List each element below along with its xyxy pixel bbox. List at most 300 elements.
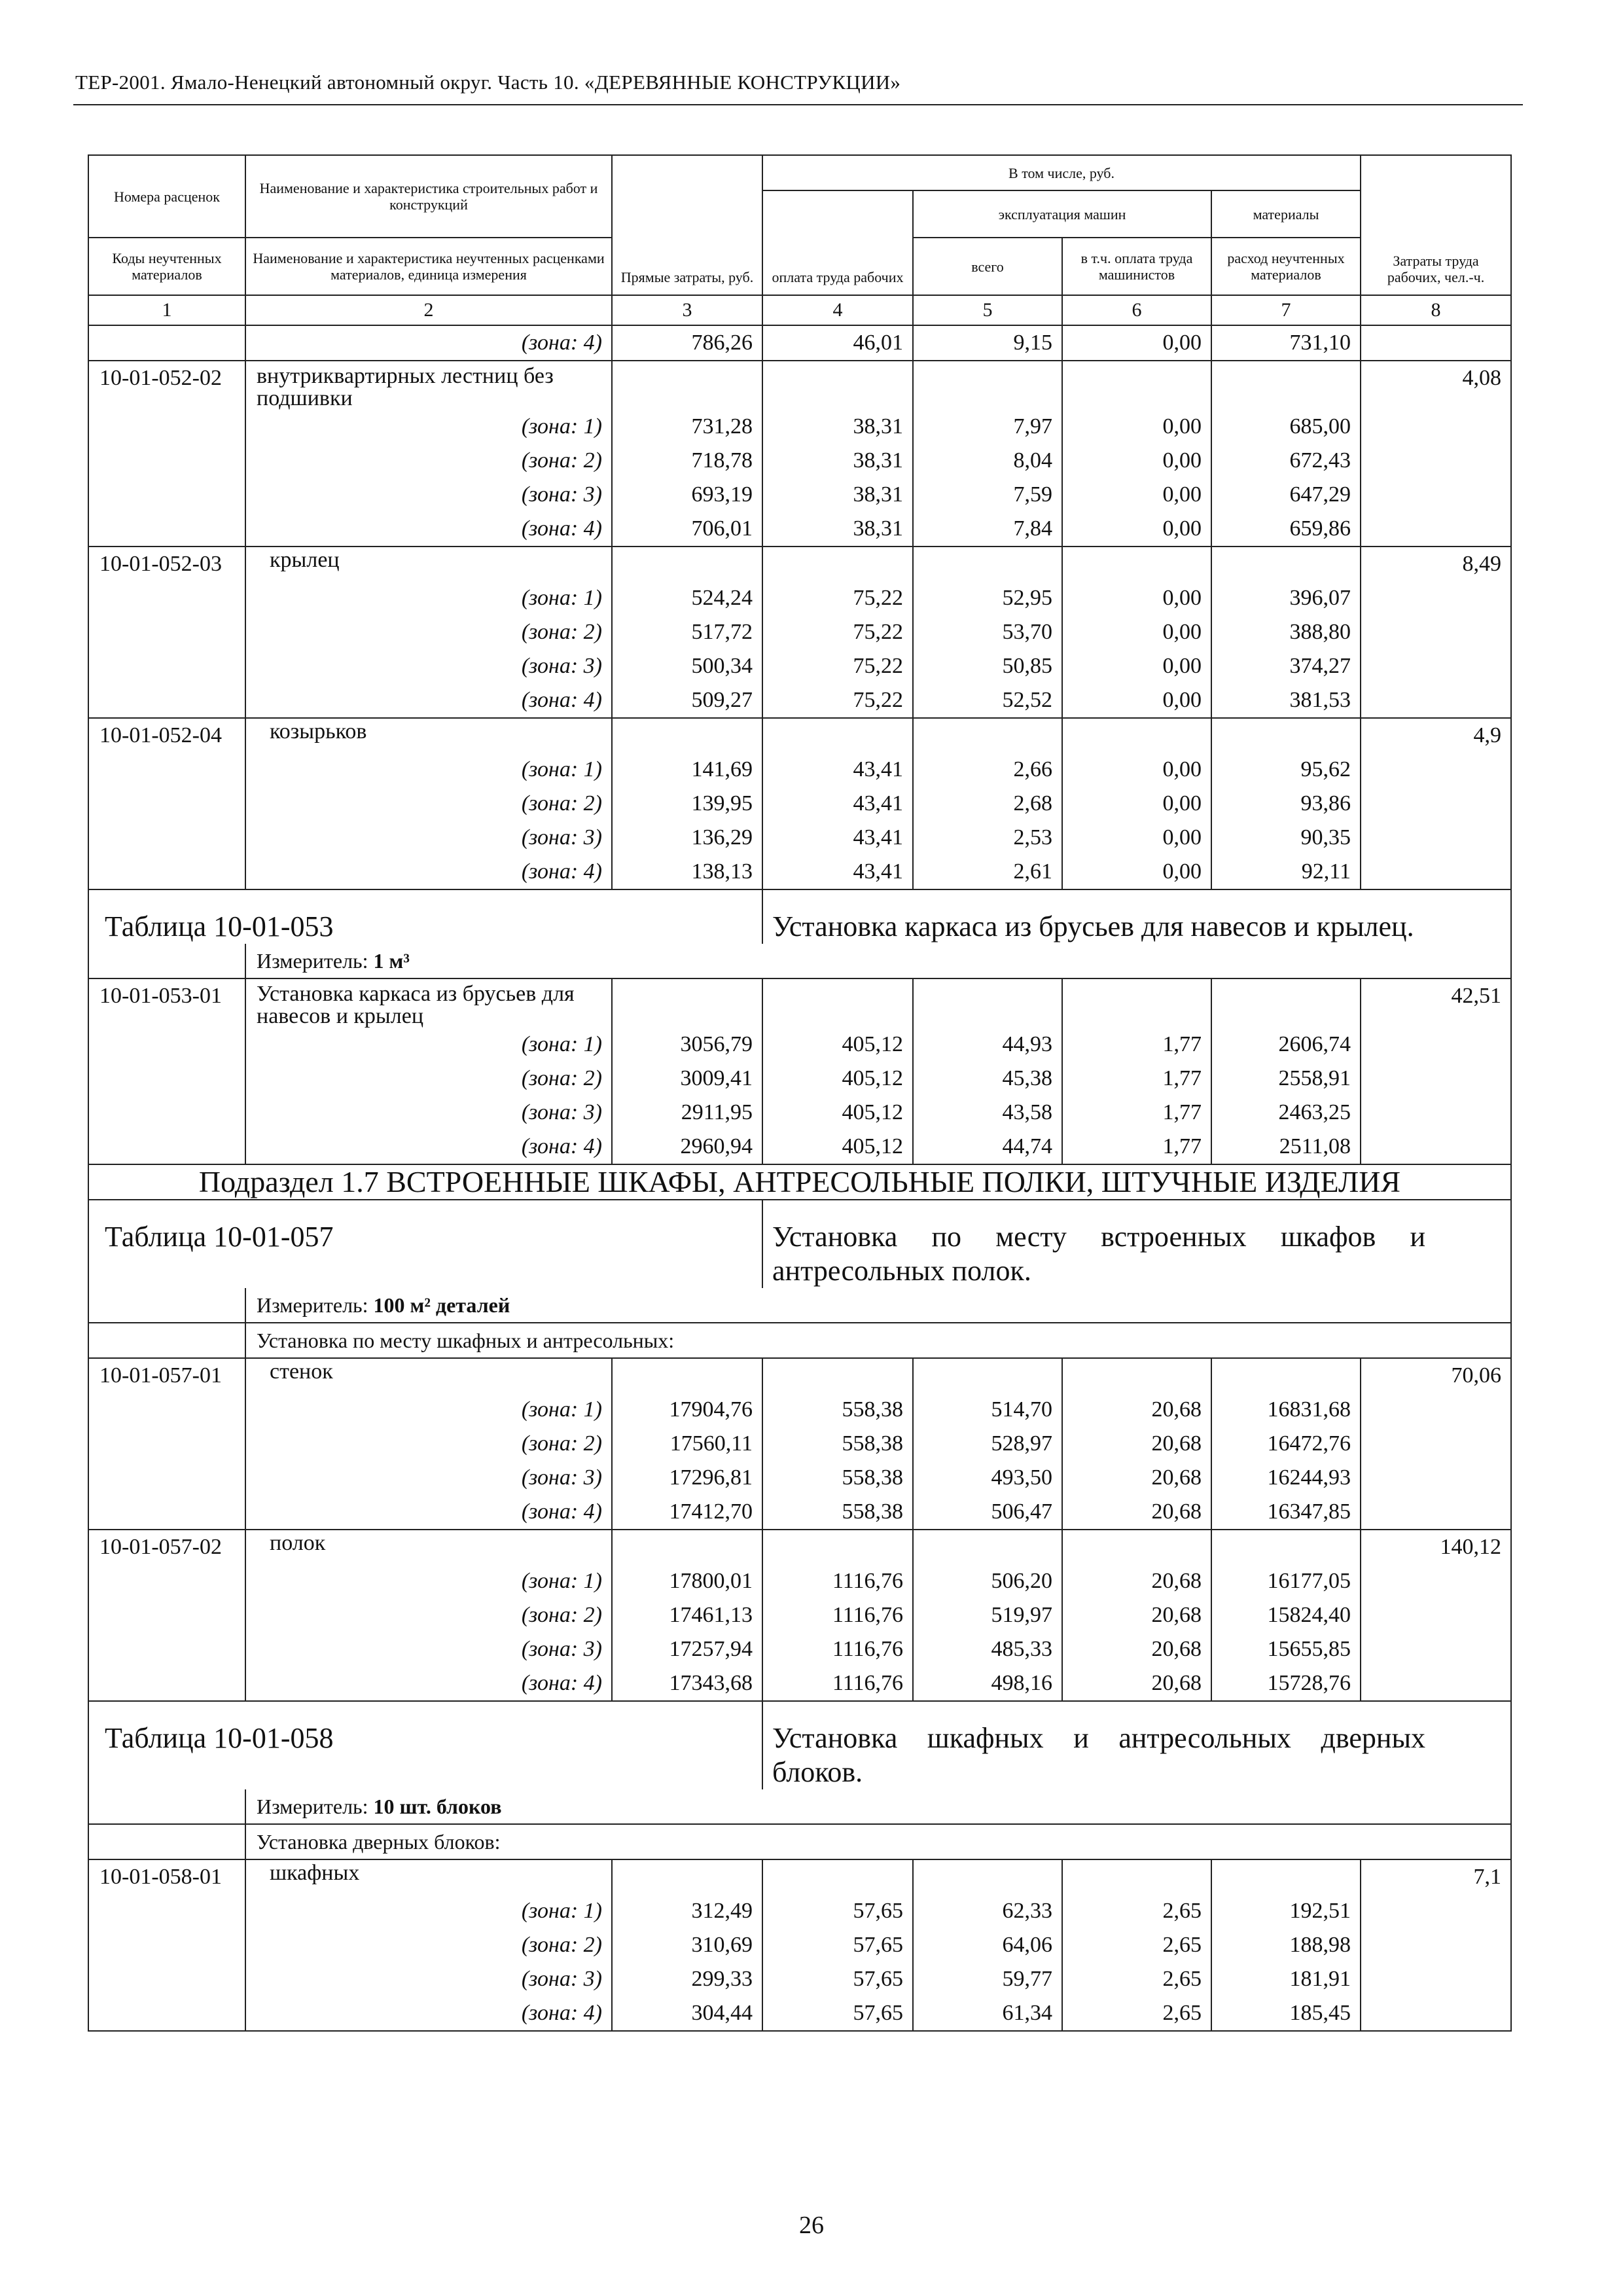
value-cell (1062, 1859, 1211, 1894)
value-cell: 1116,76 (762, 1564, 913, 1598)
table-title-row (88, 1701, 1511, 1789)
value-cell: 53,70 (913, 615, 1062, 649)
value-cell: 693,19 (612, 478, 762, 512)
value-cell (612, 718, 762, 753)
zone-label: (зона: 3) (245, 478, 612, 512)
value-cell: 0,00 (1062, 410, 1211, 444)
rate-row (88, 1859, 1511, 1894)
value-cell: 2,53 (913, 821, 1062, 855)
rate-code-cell (88, 410, 245, 444)
value-cell (913, 361, 1062, 410)
value-cell: 558,38 (762, 1393, 913, 1427)
labor-cell (1361, 1962, 1511, 1996)
value-cell: 46,01 (762, 325, 913, 361)
rate-name: Установка каркаса из брусьев для навесов и крылец (245, 978, 612, 1028)
value-cell: 136,29 (612, 821, 762, 855)
zone-row (88, 1666, 1511, 1701)
value-cell: 0,00 (1062, 787, 1211, 821)
value-cell: 396,07 (1211, 581, 1361, 615)
value-cell: 517,72 (612, 615, 762, 649)
zone-row (88, 1598, 1511, 1632)
value-cell: 16244,93 (1211, 1461, 1361, 1495)
table-title-row (88, 889, 1511, 944)
col-num: 1 (88, 295, 245, 325)
zone-row (88, 512, 1511, 547)
value-cell: 2,65 (1062, 1962, 1211, 1996)
value-cell: 514,70 (913, 1393, 1062, 1427)
zone-row (88, 478, 1511, 512)
col-labor-costs: Затраты труда рабочих, чел.-ч. (1361, 155, 1511, 295)
zone-row (88, 325, 1511, 361)
measure-unit (245, 944, 1511, 978)
value-cell (762, 1358, 913, 1393)
rate-code-cell (88, 1461, 245, 1495)
value-cell (1211, 1358, 1361, 1393)
value-cell: 192,51 (1211, 1894, 1361, 1928)
rate-code-cell (88, 1096, 245, 1130)
labor-cell (1361, 1495, 1511, 1530)
rate-code: 10-01-057-02 (88, 1530, 245, 1564)
value-cell: 61,34 (913, 1996, 1062, 2031)
zone-label: (зона: 2) (245, 1427, 612, 1461)
value-cell: 2558,91 (1211, 1062, 1361, 1096)
value-cell: 17800,01 (612, 1564, 762, 1598)
value-cell: 528,97 (913, 1427, 1062, 1461)
value-cell: 558,38 (762, 1427, 913, 1461)
value-cell (1211, 978, 1361, 1028)
zone-label: (зона: 4) (245, 1495, 612, 1530)
value-cell: 62,33 (913, 1894, 1062, 1928)
value-cell: 0,00 (1062, 325, 1211, 361)
zone-row (88, 1130, 1511, 1164)
value-cell: 381,53 (1211, 683, 1361, 718)
value-cell: 38,31 (762, 444, 913, 478)
spacer (88, 1323, 245, 1358)
measure-value: 10 шт. блоков (373, 1795, 502, 1818)
value-cell: 405,12 (762, 1062, 913, 1096)
value-cell (1062, 547, 1211, 581)
value-cell: 43,41 (762, 753, 913, 787)
rate-code-cell (88, 1495, 245, 1530)
col-material-name: Наименование и характеристика неучтенных расценками материалов, единица измерения (245, 238, 612, 295)
rate-code-cell (88, 1632, 245, 1666)
col-unaccounted-materials: расход неучтенных материалов (1211, 238, 1361, 295)
rate-code: 10-01-052-02 (88, 361, 245, 410)
value-cell (1062, 1358, 1211, 1393)
rate-name: шкафных (245, 1859, 612, 1894)
rate-code-cell (88, 581, 245, 615)
labor-cell (1361, 1632, 1511, 1666)
labor-cell (1361, 855, 1511, 889)
value-cell: 17296,81 (612, 1461, 762, 1495)
zone-label: (зона: 3) (245, 1096, 612, 1130)
value-cell: 2606,74 (1211, 1028, 1361, 1062)
value-cell: 1116,76 (762, 1632, 913, 1666)
page-header: ТЕР-2001. Ямало-Ненецкий автономный округ. Часть 10. «ДЕРЕВЯННЫЕ КОНСТРУКЦИИ» (75, 71, 901, 94)
value-cell: 2911,95 (612, 1096, 762, 1130)
zone-label: (зона: 1) (245, 1393, 612, 1427)
subheading: Установка дверных блоков: (245, 1824, 1511, 1859)
zone-label: (зона: 4) (245, 512, 612, 547)
zone-label: (зона: 2) (245, 1598, 612, 1632)
value-cell: 57,65 (762, 1962, 913, 1996)
measure-label: Измеритель: (257, 1293, 368, 1317)
measure-row (88, 1288, 1511, 1323)
value-cell: 43,58 (913, 1096, 1062, 1130)
col-num: 8 (1361, 295, 1511, 325)
value-cell: 519,97 (913, 1598, 1062, 1632)
zone-row (88, 1962, 1511, 1996)
zone-label: (зона: 1) (245, 410, 612, 444)
zone-label: (зона: 1) (245, 1028, 612, 1062)
value-cell (612, 1530, 762, 1564)
value-cell: 52,52 (913, 683, 1062, 718)
value-cell: 20,68 (1062, 1495, 1211, 1530)
labor-cell (1361, 1130, 1511, 1164)
rate-name: стенок (245, 1358, 612, 1393)
value-cell: 20,68 (1062, 1598, 1211, 1632)
value-cell: 16177,05 (1211, 1564, 1361, 1598)
value-cell: 0,00 (1062, 478, 1211, 512)
value-cell: 2,65 (1062, 1996, 1211, 2031)
value-cell: 1,77 (1062, 1062, 1211, 1096)
zone-row (88, 1393, 1511, 1427)
value-cell: 0,00 (1062, 821, 1211, 855)
zone-row (88, 581, 1511, 615)
value-cell: 2463,25 (1211, 1096, 1361, 1130)
value-cell: 57,65 (762, 1996, 913, 2031)
table-title-row (88, 1200, 1511, 1288)
value-cell: 388,80 (1211, 615, 1361, 649)
value-cell: 16347,85 (1211, 1495, 1361, 1530)
spacer (88, 1288, 245, 1323)
value-cell: 188,98 (1211, 1928, 1361, 1962)
zone-row (88, 1928, 1511, 1962)
value-cell: 498,16 (913, 1666, 1062, 1701)
col-direct-costs: Прямые затраты, руб. (612, 155, 762, 295)
labor-cell (1361, 649, 1511, 683)
value-cell (612, 1859, 762, 1894)
labor-costs-value: 4,08 (1361, 361, 1511, 410)
value-cell: 7,84 (913, 512, 1062, 547)
value-cell: 310,69 (612, 1928, 762, 1962)
rate-row (88, 361, 1511, 410)
value-cell: 38,31 (762, 478, 913, 512)
value-cell: 2,68 (913, 787, 1062, 821)
value-cell: 2960,94 (612, 1130, 762, 1164)
labor-cell (1361, 1427, 1511, 1461)
page-number: 26 (799, 2212, 824, 2239)
zone-label: (зона: 3) (245, 1461, 612, 1495)
subheading: Установка по месту шкафных и антресольных: (245, 1323, 1511, 1358)
col-num: 3 (612, 295, 762, 325)
zone-label: (зона: 4) (245, 325, 612, 361)
spacer (88, 944, 245, 978)
value-cell: 20,68 (1062, 1461, 1211, 1495)
rate-code-cell (88, 787, 245, 821)
zone-row (88, 1062, 1511, 1096)
value-cell: 181,91 (1211, 1962, 1361, 1996)
value-cell: 3056,79 (612, 1028, 762, 1062)
value-cell (913, 718, 1062, 753)
rate-code-cell (88, 1996, 245, 2031)
labor-cell (1361, 1894, 1511, 1928)
value-cell: 2,65 (1062, 1928, 1211, 1962)
value-cell: 731,28 (612, 410, 762, 444)
labor-cell (1361, 615, 1511, 649)
zone-label: (зона: 1) (245, 1894, 612, 1928)
value-cell: 685,00 (1211, 410, 1361, 444)
labor-cell (1361, 478, 1511, 512)
value-cell (1211, 1530, 1361, 1564)
value-cell: 558,38 (762, 1495, 913, 1530)
table-description: Установка шкафных и антресольных дверных блоков. (762, 1701, 1511, 1789)
table-description: Установка каркаса из брусьев для навесов и крылец. (762, 889, 1511, 944)
value-cell (1211, 547, 1361, 581)
value-cell: 2,65 (1062, 1894, 1211, 1928)
value-cell: 57,65 (762, 1894, 913, 1928)
value-cell: 374,27 (1211, 649, 1361, 683)
value-cell: 16831,68 (1211, 1393, 1361, 1427)
table-title: Таблица 10-01-053 (88, 889, 762, 944)
value-cell: 20,68 (1062, 1564, 1211, 1598)
value-cell: 38,31 (762, 410, 913, 444)
rate-row (88, 1530, 1511, 1564)
zone-row (88, 683, 1511, 718)
labor-cell (1361, 1666, 1511, 1701)
zone-label: (зона: 3) (245, 1632, 612, 1666)
rate-code-cell (88, 1028, 245, 1062)
zone-row (88, 1996, 1511, 2031)
section-row (88, 1164, 1511, 1200)
value-cell: 0,00 (1062, 444, 1211, 478)
value-cell (1062, 718, 1211, 753)
zone-row (88, 1427, 1511, 1461)
value-cell: 93,86 (1211, 787, 1361, 821)
value-cell: 59,77 (913, 1962, 1062, 1996)
value-cell: 0,00 (1062, 855, 1211, 889)
value-cell: 17257,94 (612, 1632, 762, 1666)
value-cell: 17412,70 (612, 1495, 762, 1530)
value-cell: 718,78 (612, 444, 762, 478)
value-cell: 0,00 (1062, 683, 1211, 718)
value-cell: 95,62 (1211, 753, 1361, 787)
labor-cell (1361, 512, 1511, 547)
zone-label: (зона: 1) (245, 581, 612, 615)
value-cell: 299,33 (612, 1962, 762, 1996)
zone-row (88, 444, 1511, 478)
value-cell: 786,26 (612, 325, 762, 361)
rate-row (88, 547, 1511, 581)
value-cell: 405,12 (762, 1028, 913, 1062)
rate-name: крылец (245, 547, 612, 581)
value-cell: 1,77 (1062, 1028, 1211, 1062)
rate-code-cell (88, 855, 245, 889)
rate-name: внутриквартирных лестниц без подшивки (245, 361, 612, 410)
rate-code-cell (88, 1564, 245, 1598)
value-cell: 92,11 (1211, 855, 1361, 889)
value-cell: 138,13 (612, 855, 762, 889)
labor-costs-value: 4,9 (1361, 718, 1511, 753)
zone-label: (зона: 2) (245, 615, 612, 649)
rate-code-cell (88, 1928, 245, 1962)
col-labor-pay: оплата труда рабочих (762, 190, 913, 295)
labor-cell (1361, 1028, 1511, 1062)
labor-cell (1361, 1461, 1511, 1495)
zone-label: (зона: 1) (245, 1564, 612, 1598)
rate-code-cell (88, 1598, 245, 1632)
value-cell: 75,22 (762, 581, 913, 615)
table-body (88, 325, 1511, 2031)
labor-cell (1361, 821, 1511, 855)
col-num: 6 (1062, 295, 1211, 325)
rate-code-cell (88, 1962, 245, 1996)
value-cell: 15728,76 (1211, 1666, 1361, 1701)
table-title: Таблица 10-01-057 (88, 1200, 762, 1288)
value-cell: 16472,76 (1211, 1427, 1361, 1461)
value-cell: 0,00 (1062, 615, 1211, 649)
value-cell: 672,43 (1211, 444, 1361, 478)
value-cell: 20,68 (1062, 1393, 1211, 1427)
zone-label: (зона: 1) (245, 753, 612, 787)
value-cell (762, 1859, 913, 1894)
table-header (88, 155, 1511, 325)
rate-code-cell (88, 478, 245, 512)
zone-label: (зона: 2) (245, 787, 612, 821)
rate-code-cell (88, 1427, 245, 1461)
value-cell (612, 361, 762, 410)
col-material-codes: Коды неучтенных материалов (88, 238, 245, 295)
labor-cell (1361, 581, 1511, 615)
value-cell: 405,12 (762, 1130, 913, 1164)
rate-code-cell (88, 753, 245, 787)
rate-code: 10-01-053-01 (88, 978, 245, 1028)
zone-label: (зона: 4) (245, 1666, 612, 1701)
value-cell: 0,00 (1062, 512, 1211, 547)
value-cell: 139,95 (612, 787, 762, 821)
section-title: Подраздел 1.7 ВСТРОЕННЫЕ ШКАФЫ, АНТРЕСОЛЬНЫЕ ПОЛКИ, ШТУЧНЫЕ ИЗДЕЛИЯ (88, 1164, 1511, 1200)
labor-cell (1361, 444, 1511, 478)
value-cell: 3009,41 (612, 1062, 762, 1096)
value-cell: 17904,76 (612, 1393, 762, 1427)
value-cell: 7,59 (913, 478, 1062, 512)
labor-cell (1361, 1062, 1511, 1096)
value-cell: 15824,40 (1211, 1598, 1361, 1632)
value-cell: 20,68 (1062, 1427, 1211, 1461)
zone-row (88, 1894, 1511, 1928)
labor-costs-value: 8,49 (1361, 547, 1511, 581)
labor-costs-value: 7,1 (1361, 1859, 1511, 1894)
value-cell: 647,29 (1211, 478, 1361, 512)
rate-code-cell (88, 325, 245, 361)
zone-row (88, 649, 1511, 683)
header-rule (73, 104, 1523, 105)
labor-costs-value: 70,06 (1361, 1358, 1511, 1393)
col-num: 5 (913, 295, 1062, 325)
measure-unit (245, 1288, 1511, 1323)
labor-cell (1361, 1996, 1511, 2031)
value-cell (612, 978, 762, 1028)
value-cell (1211, 718, 1361, 753)
value-cell: 659,86 (1211, 512, 1361, 547)
col-total: всего (913, 238, 1062, 295)
spacer (88, 1789, 245, 1824)
value-cell: 706,01 (612, 512, 762, 547)
value-cell: 43,41 (762, 821, 913, 855)
value-cell: 524,24 (612, 581, 762, 615)
labor-cell (1361, 683, 1511, 718)
rate-row (88, 1358, 1511, 1393)
col-num: 2 (245, 295, 612, 325)
zone-row (88, 1028, 1511, 1062)
value-cell (612, 547, 762, 581)
rate-code: 10-01-057-01 (88, 1358, 245, 1393)
labor-costs-value: 42,51 (1361, 978, 1511, 1028)
col-rate-numbers: Номера расценок (88, 155, 245, 238)
zone-row (88, 1461, 1511, 1495)
rate-code: 10-01-052-04 (88, 718, 245, 753)
col-machines: эксплуатация машин (913, 190, 1211, 238)
labor-cell (1361, 1928, 1511, 1962)
value-cell (1211, 361, 1361, 410)
value-cell (612, 1358, 762, 1393)
value-cell: 0,00 (1062, 649, 1211, 683)
value-cell: 52,95 (913, 581, 1062, 615)
measure-row (88, 1789, 1511, 1824)
value-cell (913, 1358, 1062, 1393)
rate-code-cell (88, 512, 245, 547)
zone-label: (зона: 4) (245, 1130, 612, 1164)
measure-label: Измеритель: (257, 1795, 368, 1818)
measure-value: 100 м² деталей (373, 1293, 510, 1317)
value-cell: 64,06 (913, 1928, 1062, 1962)
zone-label: (зона: 3) (245, 821, 612, 855)
rate-name: полок (245, 1530, 612, 1564)
subheading-row (88, 1323, 1511, 1358)
value-cell (762, 547, 913, 581)
value-cell: 1,77 (1062, 1096, 1211, 1130)
rate-row (88, 978, 1511, 1028)
value-cell (1062, 361, 1211, 410)
value-cell (1211, 1859, 1361, 1894)
value-cell: 0,00 (1062, 753, 1211, 787)
labor-costs-value: 140,12 (1361, 1530, 1511, 1564)
value-cell: 50,85 (913, 649, 1062, 683)
value-cell: 75,22 (762, 615, 913, 649)
value-cell: 500,34 (612, 649, 762, 683)
value-cell: 57,65 (762, 1928, 913, 1962)
value-cell: 15655,85 (1211, 1632, 1361, 1666)
rate-code-cell (88, 1894, 245, 1928)
labor-cell (1361, 1393, 1511, 1427)
value-cell: 1116,76 (762, 1666, 913, 1701)
value-cell: 731,10 (1211, 325, 1361, 361)
value-cell: 75,22 (762, 683, 913, 718)
value-cell: 43,41 (762, 787, 913, 821)
value-cell: 9,15 (913, 325, 1062, 361)
zone-row (88, 753, 1511, 787)
value-cell: 0,00 (1062, 581, 1211, 615)
value-cell (762, 978, 913, 1028)
labor-cell (1361, 325, 1511, 361)
labor-cell (1361, 753, 1511, 787)
zone-row (88, 410, 1511, 444)
value-cell: 185,45 (1211, 1996, 1361, 2031)
rate-code: 10-01-052-03 (88, 547, 245, 581)
measure-unit (245, 1789, 1511, 1824)
value-cell (913, 978, 1062, 1028)
zone-row (88, 821, 1511, 855)
